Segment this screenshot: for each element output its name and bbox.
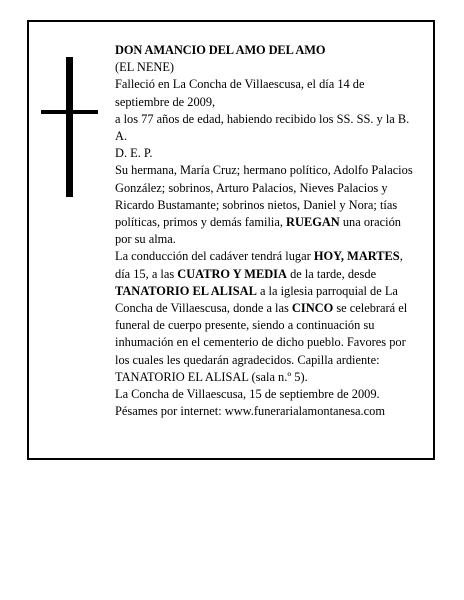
funeral-text-4: a la iglesia parroquial de La Concha de Villaescusa, donde a las	[115, 283, 398, 316]
deceased-nickname: (EL NENE)	[115, 60, 175, 75]
death-place-date: Falleció en La Concha de Villaescusa, el día 14 de septiembre de 2009,	[115, 77, 365, 109]
age-sacraments: a los 77 años de edad, habiendo recibido los SS. SS. y la B. A.	[115, 111, 410, 144]
obituary-notice	[27, 20, 435, 460]
request-rest: una oración por su alma.	[115, 215, 401, 247]
cross-horizontal-bar	[41, 110, 98, 114]
obituary-text	[115, 42, 419, 420]
place-date: La Concha de Villaescusa, 15 de septiembre de 2009.	[115, 387, 380, 402]
deceased-name: DON AMANCIO DEL AMO DEL AMO	[115, 43, 326, 57]
funeral-text-3: de la tarde, desde	[286, 266, 377, 281]
cross-vertical-bar	[66, 57, 73, 197]
mass-time: CINCO	[291, 301, 334, 316]
funeral-time: CUATRO Y MEDIA	[177, 266, 287, 281]
funeral-text-1: La conducción del cadáver tendrá lugar	[115, 249, 314, 264]
funeral-details	[115, 248, 419, 386]
family-paragraph	[115, 162, 419, 248]
funeral-place: TANATORIO EL ALISAL	[115, 283, 257, 298]
funeral-text-5: se celebrará el funeral de cuerpo presente, siendo a continuación su inhumación en el cementerio de dicho pueblo. Favores por los cuales les quedarán agradecidos. Capilla ardiente: TANATORIO EL ALISAL (sala n.º 5).	[115, 301, 408, 384]
family-list: Su hermana, María Cruz; hermano político, Adolfo Palacios González; sobrinos, Arturo Palacios, Nieves Palacios y Ricardo Bustamante; sobrinos nietos, Daniel y Nora; tías políticas, primos y demás familia,	[115, 163, 413, 230]
condolences-line: Pésames por internet: www.funerarialamontanesa.com	[115, 404, 385, 419]
request-verb: RUEGAN	[286, 215, 340, 230]
rip-line: D. E. P.	[115, 146, 153, 161]
funeral-text-2: , día 15, a las	[115, 249, 403, 281]
cross-icon	[41, 57, 98, 197]
funeral-day: HOY, MARTES	[313, 249, 400, 264]
